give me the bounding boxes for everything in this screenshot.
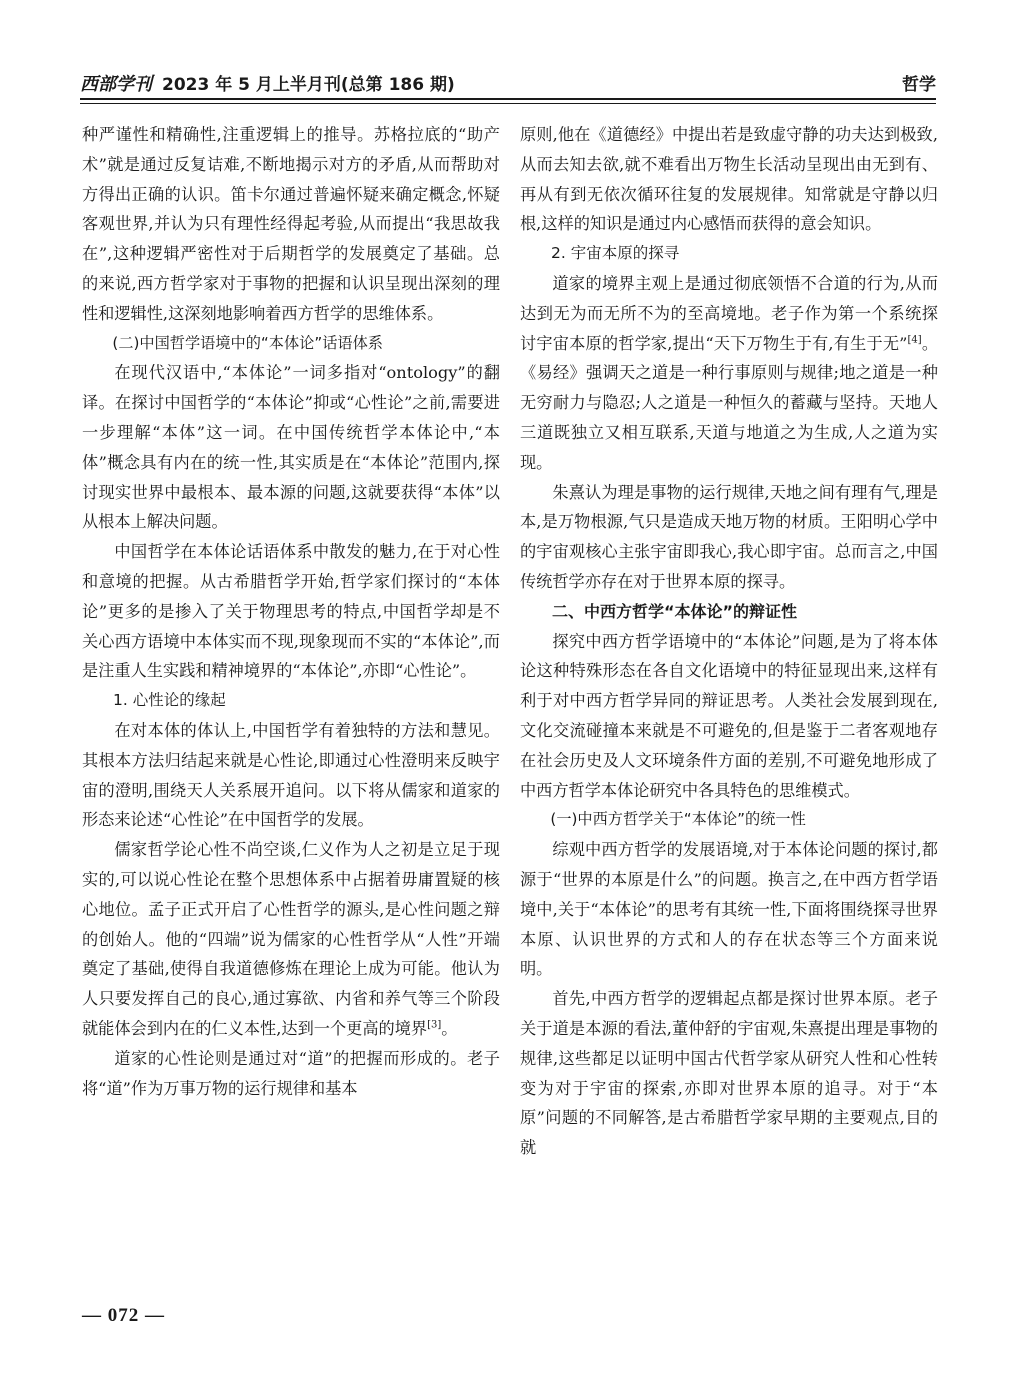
right-column [520,120,938,1163]
left-column [82,120,500,1103]
body-paragraph [520,478,938,597]
header-rule-thin [80,103,936,104]
section-heading [520,597,938,627]
paragraph-text: 1. 心性论的缘起 [113,691,226,710]
section-heading [82,329,500,359]
paragraph-text: (一)中西方哲学关于“本体论”的统一性 [550,810,806,829]
paragraph-text-tail: 。 [441,1018,458,1038]
body-paragraph [82,120,500,329]
paragraph-text: 中国哲学在本体论话语体系中散发的魅力,在于对心性和意境的把握。从古希腊哲学开始,哲学家们探讨的“本体论”更多的是掺入了关于物理思考的特点,中国哲学却是不关心西方语境中本体实而不现,现象现而不实的“本体论”,而是注重人生实践和精神境界的“本体论”,亦即“心性论”。 [82,542,500,681]
section-title: 哲学 [902,75,936,95]
body-paragraph [520,984,938,1163]
paragraph-text: 首先,中西方哲学的逻辑起点都是探讨世界本原。老子关于道是本源的看法,董仲舒的宇宙观,朱熹提出理是事物的规律,这些都足以证明中国古代哲学家从研究人性和心性转变为对于宇宙的探索,亦即对世界本原的追寻。对于“本原”问题的不同解答,是古希腊哲学家早期的主要观点,目的就 [520,989,938,1158]
paragraph-text: 在现代汉语中,“本体论”一词多指对“ontology”的翻译。在探讨中国哲学的“本体论”抑或“心性论”之前,需要进一步理解“本体”这一词。在中国传统哲学本体论中,“本体”概念具有内在的统一性,其实质是在“本体论”范围内,探讨现实世界中最根本、最本源的问题,这就要获得“本体”以从根本上解决问题。 [82,363,500,532]
paragraph-text: 道家的心性论则是通过对“道”的把握而形成的。老子将“道”作为万事万物的运行规律和基本 [82,1048,500,1098]
paragraph-text: 道家的境界主观上是通过彻底领悟不合道的行为,从而达到无为而无所不为的至高境地。老子作为第一个系统探讨宇宙本原的哲学家,提出“天下万物生于有,有生于无” [520,273,938,353]
paragraph-text: 在对本体的体认上,中国哲学有着独特的方法和慧见。其根本方法归结起来就是心性论,即通过心性澄明来反映宇宙的澄明,围绕天人关系展开追问。以下将从儒家和道家的形态来论述“心性论”在中国哲学的发展。 [82,720,500,830]
paragraph-text: 探究中西方哲学语境中的“本体论”问题,是为了将本体论这种特殊形态在各自文化语境中的特征显现出来,这样有利于对中西方哲学异同的辩证思考。人类社会发展到现在,文化交流碰撞本来就是不可避免的,但是鉴于二者客观地存在社会历史及人文环境条件方面的差别,不可避免地形成了中西方哲学本体论研究中各具特色的思维模式。 [520,631,938,800]
body-paragraph [520,835,938,984]
body-paragraph [82,716,500,835]
paragraph-text: 2. 宇宙本原的探寻 [551,244,680,263]
page-header [80,68,936,96]
page-number: — 072 — [82,1305,165,1326]
section-heading [520,239,938,269]
body-paragraph [82,1044,500,1104]
paragraph-text: 原则,他在《道德经》中提出若是致虚守静的功夫达到极致,从而去知去欲,就不难看出万物生长活动呈现出由无到有、再从有到无依次循环往复的发展规律。知常就是守静以归根,这样的知识是通过内心感悟而获得的意会知识。 [520,125,938,234]
body-paragraph [520,120,938,239]
paragraph-text: 儒家哲学论心性不尚空谈,仁义作为人之初是立足于现实的,可以说心性论在整个思想体系中占据着毋庸置疑的核心地位。孟子正式开启了心性哲学的源头,是心性问题之辩的创始人。他的“四端”说为儒家的心性哲学从“人性”开端奠定了基础,使得自我道德修炼在理论上成为可能。他认为人只要发挥自己的良心,通过寡欲、内省和养气等三个阶段就能体会到内在的仁义本性,达到一个更高的境界 [82,840,500,1038]
section-heading [82,686,500,716]
paragraph-text: (二)中国哲学语境中的“本体论”话语体系 [112,333,383,352]
issue-info: 2023 年 5 月上半月刊(总第 186 期) [162,75,455,95]
paragraph-text: 二、中西方哲学“本体论”的辩证性 [552,601,798,621]
body-paragraph [520,269,938,478]
paragraph-text-tail: 。《易经》强调天之道是一种行事原则与规律;地之道是一种无穷耐力与隐忍;人之道是一种恒久的蓄藏与坚持。天地人三道既独立又相互联系,天道与地道之为生成,人之道为实现。 [520,333,939,472]
section-heading [520,805,938,835]
body-paragraph [82,835,500,1044]
citation-ref: [4] [907,334,922,346]
citation-ref: [3] [427,1019,442,1031]
header-rule-thick [80,98,936,100]
body-paragraph [82,358,500,537]
body-paragraph [82,537,500,686]
body-paragraph [520,627,938,806]
paragraph-text: 综观中西方哲学的发展语境,对于本体论问题的探讨,都源于“世界的本原是什么”的问题。换言之,在中西方哲学语境中,关于“本体论”的思考有其统一性,下面将围绕探寻世界本原、认识世界的方式和人的存在状态等三个方面来说明。 [520,840,938,979]
paragraph-text: 朱熹认为理是事物的运行规律,天地之间有理有气,理是本,是万物根源,气只是造成天地万物的材质。王阳明心学中的宇宙观核心主张宇宙即我心,我心即宇宙。总而言之,中国传统哲学亦存在对于世界本原的探寻。 [520,482,938,591]
journal-logo: 西部学刊 [80,74,152,95]
paragraph-text: 种严谨性和精确性,注重逻辑上的推导。苏格拉底的“助产术”就是通过反复诘难,不断地揭示对方的矛盾,从而帮助对方得出正确的认识。笛卡尔通过普遍怀疑来确定概念,怀疑客观世界,并认为只有理性经得起考验,从而提出“我思故我在”,这种逻辑严密性对于后期哲学的发展奠定了基础。总的来说,西方哲学家对于事物的把握和认识呈现出深刻的理性和逻辑性,这深刻地影响着西方哲学的思维体系。 [82,125,500,323]
